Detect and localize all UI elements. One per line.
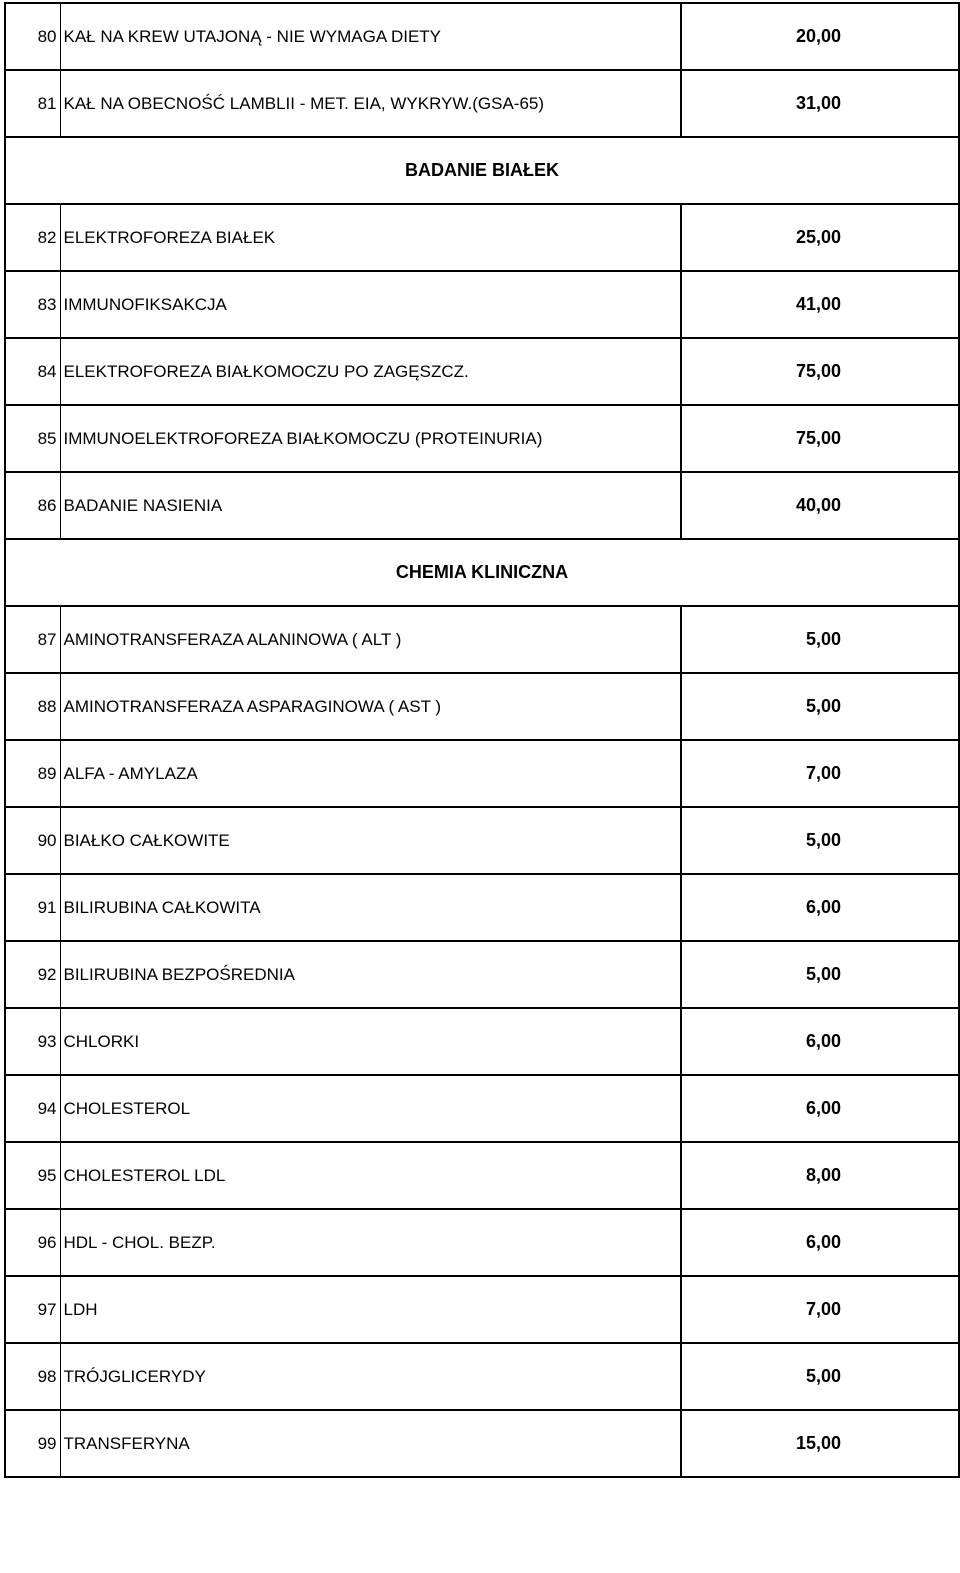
table-row xyxy=(5,1142,959,1209)
test-price: 20,00 xyxy=(681,3,959,70)
test-name: BILIRUBINA BEZPOŚREDNIA xyxy=(60,941,681,1008)
item-number: 94 xyxy=(5,1075,60,1142)
table-row xyxy=(5,1410,959,1477)
item-number: 97 xyxy=(5,1276,60,1343)
table-row xyxy=(5,1008,959,1075)
test-price: 6,00 xyxy=(681,1209,959,1276)
test-name: KAŁ NA KREW UTAJONĄ - NIE WYMAGA DIETY xyxy=(60,3,681,70)
table-row xyxy=(5,1343,959,1410)
test-price: 31,00 xyxy=(681,70,959,137)
section-header-row xyxy=(5,137,959,204)
item-number: 91 xyxy=(5,874,60,941)
section-header-row xyxy=(5,539,959,606)
price-list-table xyxy=(4,2,960,1478)
test-price: 5,00 xyxy=(681,606,959,673)
item-number: 95 xyxy=(5,1142,60,1209)
test-name: CHOLESTEROL xyxy=(60,1075,681,1142)
section-title: BADANIE BIAŁEK xyxy=(5,137,959,204)
table-row xyxy=(5,472,959,539)
test-name: TRÓJGLICERYDY xyxy=(60,1343,681,1410)
test-price: 8,00 xyxy=(681,1142,959,1209)
table-row xyxy=(5,3,959,70)
test-name: AMINOTRANSFERAZA ASPARAGINOWA ( AST ) xyxy=(60,673,681,740)
test-price: 6,00 xyxy=(681,1075,959,1142)
item-number: 80 xyxy=(5,3,60,70)
table-row xyxy=(5,204,959,271)
test-name: LDH xyxy=(60,1276,681,1343)
table-row xyxy=(5,271,959,338)
test-price: 75,00 xyxy=(681,338,959,405)
table-row xyxy=(5,606,959,673)
test-name: BIAŁKO CAŁKOWITE xyxy=(60,807,681,874)
test-price: 5,00 xyxy=(681,673,959,740)
table-row xyxy=(5,405,959,472)
item-number: 89 xyxy=(5,740,60,807)
table-row xyxy=(5,673,959,740)
item-number: 96 xyxy=(5,1209,60,1276)
test-name: BADANIE NASIENIA xyxy=(60,472,681,539)
test-name: ELEKTROFOREZA BIAŁEK xyxy=(60,204,681,271)
table-row xyxy=(5,740,959,807)
test-name: HDL - CHOL. BEZP. xyxy=(60,1209,681,1276)
table-row xyxy=(5,807,959,874)
item-number: 87 xyxy=(5,606,60,673)
test-name: AMINOTRANSFERAZA ALANINOWA ( ALT ) xyxy=(60,606,681,673)
item-number: 88 xyxy=(5,673,60,740)
test-name: ELEKTROFOREZA BIAŁKOMOCZU PO ZAGĘSZCZ. xyxy=(60,338,681,405)
item-number: 85 xyxy=(5,405,60,472)
item-number: 81 xyxy=(5,70,60,137)
test-price: 6,00 xyxy=(681,1008,959,1075)
item-number: 90 xyxy=(5,807,60,874)
table-row xyxy=(5,1276,959,1343)
test-price: 41,00 xyxy=(681,271,959,338)
test-price: 15,00 xyxy=(681,1410,959,1477)
test-price: 7,00 xyxy=(681,1276,959,1343)
test-name: BILIRUBINA CAŁKOWITA xyxy=(60,874,681,941)
test-price: 5,00 xyxy=(681,807,959,874)
table-row xyxy=(5,1209,959,1276)
test-name: IMMUNOFIKSAKCJA xyxy=(60,271,681,338)
item-number: 84 xyxy=(5,338,60,405)
test-name: TRANSFERYNA xyxy=(60,1410,681,1477)
item-number: 86 xyxy=(5,472,60,539)
table-row xyxy=(5,941,959,1008)
test-price: 5,00 xyxy=(681,941,959,1008)
test-price: 5,00 xyxy=(681,1343,959,1410)
test-name: IMMUNOELEKTROFOREZA BIAŁKOMOCZU (PROTEINURIA) xyxy=(60,405,681,472)
test-price: 75,00 xyxy=(681,405,959,472)
item-number: 98 xyxy=(5,1343,60,1410)
table-row xyxy=(5,70,959,137)
item-number: 82 xyxy=(5,204,60,271)
test-name: ALFA - AMYLAZA xyxy=(60,740,681,807)
test-price: 40,00 xyxy=(681,472,959,539)
test-name: CHLORKI xyxy=(60,1008,681,1075)
test-name: KAŁ NA OBECNOŚĆ LAMBLII - MET. EIA, WYKRYW.(GSA-65) xyxy=(60,70,681,137)
item-number: 93 xyxy=(5,1008,60,1075)
item-number: 99 xyxy=(5,1410,60,1477)
table-row xyxy=(5,874,959,941)
test-name: CHOLESTEROL LDL xyxy=(60,1142,681,1209)
test-price: 6,00 xyxy=(681,874,959,941)
test-price: 7,00 xyxy=(681,740,959,807)
price-list-body xyxy=(5,3,959,1477)
item-number: 92 xyxy=(5,941,60,1008)
section-title: CHEMIA KLINICZNA xyxy=(5,539,959,606)
table-row xyxy=(5,1075,959,1142)
table-row xyxy=(5,338,959,405)
test-price: 25,00 xyxy=(681,204,959,271)
item-number: 83 xyxy=(5,271,60,338)
